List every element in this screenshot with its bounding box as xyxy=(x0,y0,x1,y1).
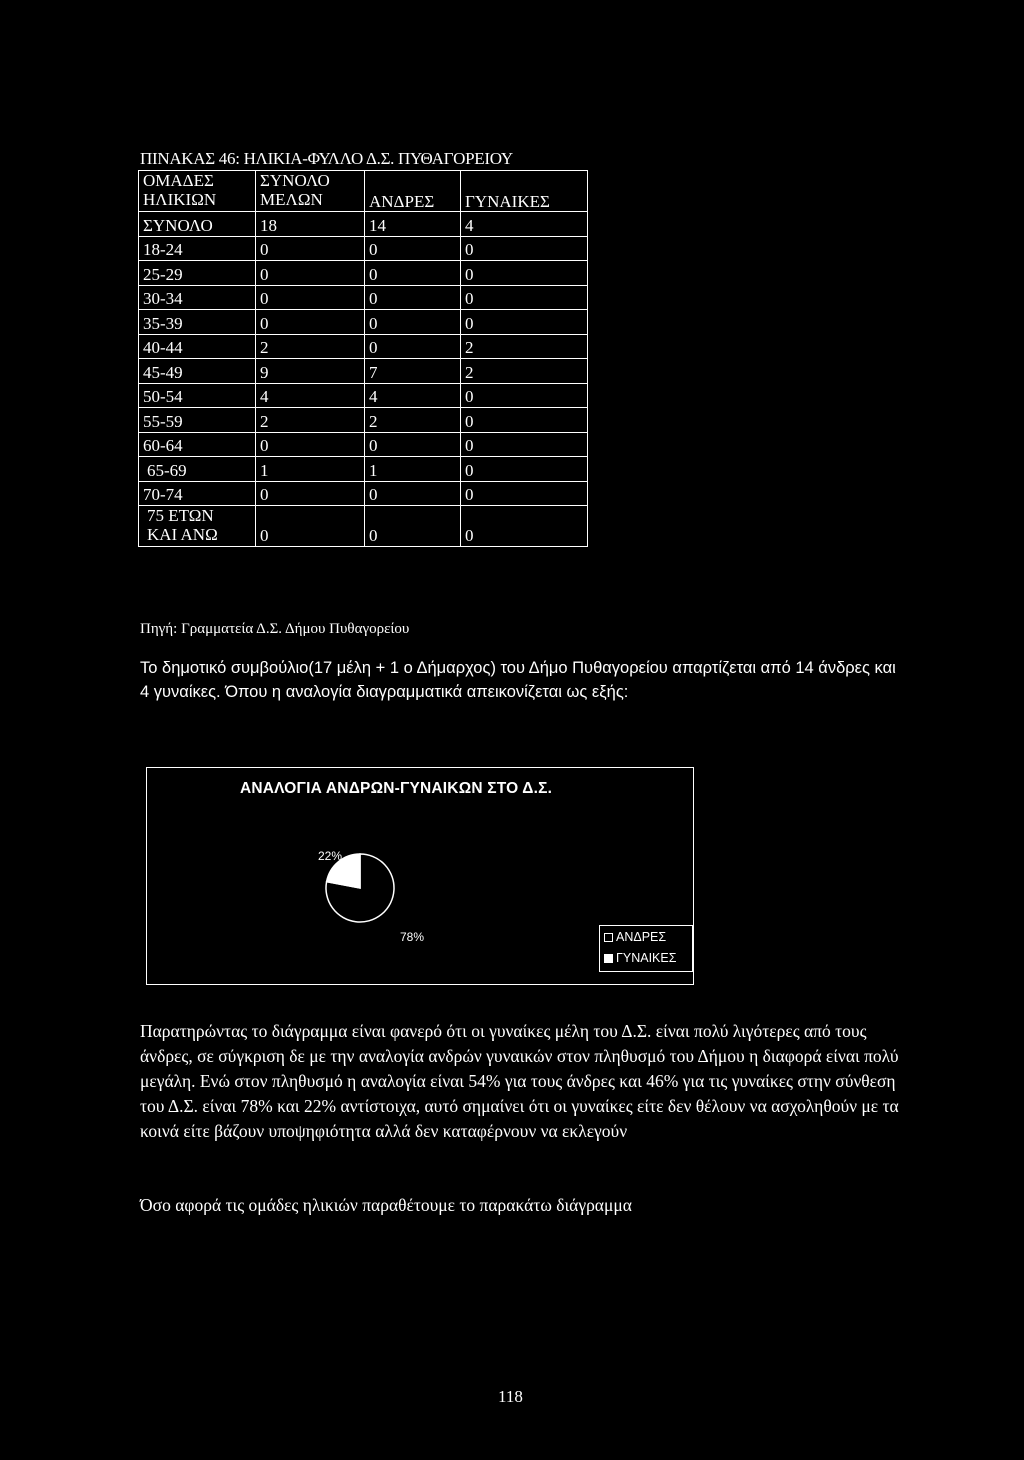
cell-group: 30-34 xyxy=(139,285,256,310)
cell-total: 0 xyxy=(256,506,365,547)
cell-men: 0 xyxy=(365,310,461,335)
table-source: Πηγή: Γραμματεία Δ.Σ. Δήμου Πυθαγορείου xyxy=(140,621,410,637)
cell-total: 18 xyxy=(256,212,365,237)
cell-men: 1 xyxy=(365,457,461,482)
cell-group: 55-59 xyxy=(139,408,256,433)
cell-total: 0 xyxy=(256,236,365,261)
cell-men: 0 xyxy=(365,506,461,547)
header-total-members: ΣΥΝΟΛΟ ΜΕΛΩΝ xyxy=(256,171,365,212)
cell-men: 0 xyxy=(365,481,461,506)
cell-total: 4 xyxy=(256,383,365,408)
legend-label-men: ΑΝΔΡΕΣ xyxy=(616,930,667,944)
legend-swatch-men xyxy=(604,933,613,942)
cell-group: 65-69 xyxy=(139,457,256,482)
header-men: ΑΝΔΡΕΣ xyxy=(365,171,461,212)
cell-total: 9 xyxy=(256,359,365,384)
table-row xyxy=(139,310,588,335)
cell-women: 0 xyxy=(461,383,588,408)
cell-men: 14 xyxy=(365,212,461,237)
age-gender-table xyxy=(138,170,588,547)
cell-men: 2 xyxy=(365,408,461,433)
cell-total: 2 xyxy=(256,408,365,433)
chart-title: ΑΝΑΛΟΓΙΑ ΑΝΔΡΩΝ-ΓΥΝΑΙΚΩΝ ΣΤΟ Δ.Σ. xyxy=(240,780,553,797)
table-row xyxy=(139,457,588,482)
cell-men: 4 xyxy=(365,383,461,408)
table-row xyxy=(139,261,588,286)
cell-group: 50-54 xyxy=(139,383,256,408)
pie-label-women: 22% xyxy=(317,849,343,863)
table-row xyxy=(139,432,588,457)
cell-men: 7 xyxy=(365,359,461,384)
legend-swatch-women xyxy=(604,954,613,963)
table-row xyxy=(139,506,588,547)
table-row xyxy=(139,285,588,310)
cell-group: 45-49 xyxy=(139,359,256,384)
paragraph-intro: Το δημοτικό συμβούλιο(17 μέλη + 1 ο Δήμαρχος) του Δήμο Πυθαγορείου απαρτίζεται από 14 άνδρες και 4 γυναίκες. Όπου η αναλογία διαγραμματικά απεικονίζεται ως εξής: xyxy=(140,659,896,701)
table-row xyxy=(139,212,588,237)
cell-women: 0 xyxy=(461,432,588,457)
cell-group: 25-29 xyxy=(139,261,256,286)
cell-women: 0 xyxy=(461,506,588,547)
legend-item-women xyxy=(604,951,676,965)
page-number: 118 xyxy=(498,1387,523,1406)
chart-legend xyxy=(599,925,693,972)
cell-group: 40-44 xyxy=(139,334,256,359)
cell-men: 0 xyxy=(365,236,461,261)
cell-total: 0 xyxy=(256,432,365,457)
cell-women: 2 xyxy=(461,359,588,384)
cell-total: 0 xyxy=(256,310,365,335)
legend-item-men xyxy=(604,930,666,944)
paragraph-analysis: Παρατηρώντας το διάγραμμα είναι φανερό ότι οι γυναίκες μέλη του Δ.Σ. είναι πολύ λιγότερες από τους άνδρες, σε σύγκριση δε με την αναλογία ανδρών γυναικών στον πληθυσμό του Δήμου η διαφορά είναι πολύ μεγάλη. Ενώ στον πληθυσμό η αναλογία είναι 54% για τους άνδρες και 46% για τις γυναίκες στην σύνθεση του Δ.Σ. είναι 78% και 22% αντίστοιχα, αυτό σημαίνει ότι οι γυναίκες είτε δεν θέλουν να ασχοληθούν με τα κοινά είτε βάζουν υποψηφιότητα αλλά δεν καταφέρνουν να εκλεγούν xyxy=(140,1021,899,1141)
cell-women: 0 xyxy=(461,408,588,433)
cell-men: 0 xyxy=(365,261,461,286)
table-row xyxy=(139,408,588,433)
cell-total: 1 xyxy=(256,457,365,482)
cell-women: 0 xyxy=(461,236,588,261)
header-women: ΓΥΝΑΙΚΕΣ xyxy=(461,171,588,212)
cell-group: 35-39 xyxy=(139,310,256,335)
table-row xyxy=(139,359,588,384)
cell-women: 0 xyxy=(461,285,588,310)
table-title: ΠΙΝΑΚΑΣ 46: ΗΛΙΚΙΑ-ΦΥΛΛΟ Δ.Σ. ΠΥΘΑΓΟΡΕΙΟΥ xyxy=(140,149,513,168)
cell-women: 4 xyxy=(461,212,588,237)
table-row xyxy=(139,334,588,359)
cell-group: 18-24 xyxy=(139,236,256,261)
cell-total: 0 xyxy=(256,261,365,286)
cell-total: 0 xyxy=(256,285,365,310)
paragraph-age-groups: Όσο αφορά τις ομάδες ηλικιών παραθέτουμε το παρακάτω διάγραμμα xyxy=(140,1195,632,1215)
cell-women: 0 xyxy=(461,261,588,286)
cell-total: 2 xyxy=(256,334,365,359)
header-age-groups: ΟΜΑΔΕΣ ΗΛΙΚΙΩΝ xyxy=(139,171,256,212)
table-row xyxy=(139,383,588,408)
cell-group: ΣΥΝΟΛΟ xyxy=(139,212,256,237)
cell-group: 75 ΕΤΩΝ ΚΑΙ ΑΝΩ xyxy=(139,506,256,547)
cell-total: 0 xyxy=(256,481,365,506)
cell-men: 0 xyxy=(365,334,461,359)
cell-group: 70-74 xyxy=(139,481,256,506)
cell-men: 0 xyxy=(365,432,461,457)
cell-women: 2 xyxy=(461,334,588,359)
cell-group: 60-64 xyxy=(139,432,256,457)
cell-women: 0 xyxy=(461,310,588,335)
table-header-row xyxy=(139,171,588,212)
pie-chart xyxy=(290,830,430,950)
table-row xyxy=(139,481,588,506)
cell-men: 0 xyxy=(365,285,461,310)
pie-label-men: 78% xyxy=(399,930,425,944)
table-row xyxy=(139,236,588,261)
cell-women: 0 xyxy=(461,481,588,506)
legend-label-women: ΓΥΝΑΙΚΕΣ xyxy=(616,951,677,965)
cell-women: 0 xyxy=(461,457,588,482)
